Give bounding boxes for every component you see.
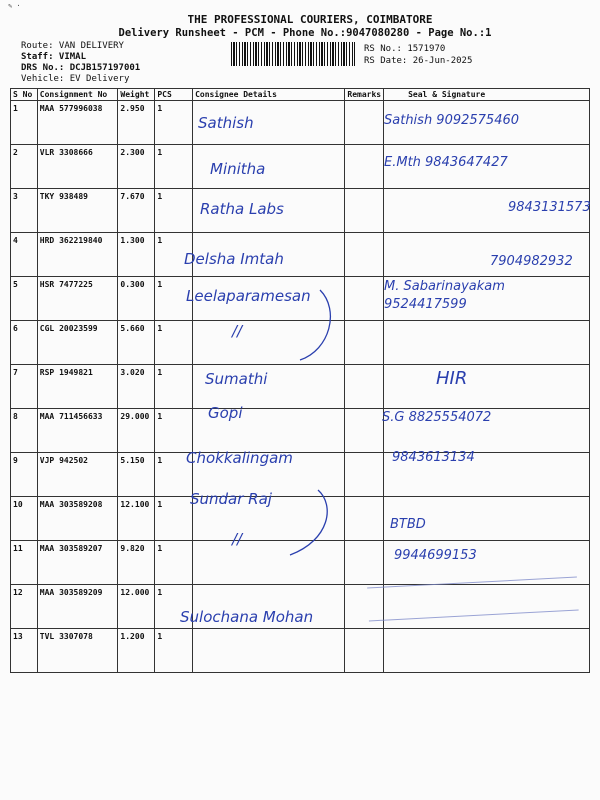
consignee-cell bbox=[193, 629, 345, 673]
consignment-no: MAA 711456633 bbox=[37, 409, 118, 453]
pcs: 1 bbox=[155, 453, 193, 497]
sno: 5 bbox=[11, 277, 38, 321]
signature-cell bbox=[384, 365, 590, 409]
handwritten-consignee: // bbox=[232, 322, 243, 340]
company-title: THE PROFESSIONAL COURIERS, COIMBATORE bbox=[187, 13, 433, 26]
pcs: 1 bbox=[155, 629, 193, 673]
ditto-bracket-scribble bbox=[260, 270, 340, 600]
weight: 3.020 bbox=[118, 365, 155, 409]
signature-cell bbox=[384, 321, 590, 365]
signature-cell bbox=[384, 629, 590, 673]
sno: 4 bbox=[11, 233, 38, 277]
barcode-image bbox=[231, 42, 355, 66]
handwritten-consignee: Chokkalingam bbox=[186, 449, 293, 467]
weight: 9.820 bbox=[118, 541, 155, 585]
pcs: 1 bbox=[155, 233, 193, 277]
handwritten-consignee: Sulochana Mohan bbox=[180, 608, 314, 626]
remarks-cell bbox=[345, 189, 384, 233]
sno: 9 bbox=[11, 453, 38, 497]
handwritten-consignee: Sundar Raj bbox=[190, 490, 272, 508]
remarks-cell bbox=[345, 365, 384, 409]
col-sno: S No bbox=[11, 89, 38, 101]
pcs: 1 bbox=[155, 277, 193, 321]
consignment-no: VJP 942502 bbox=[37, 453, 118, 497]
rs-date: RS Date: 26-Jun-2025 bbox=[364, 56, 473, 66]
pcs: 1 bbox=[155, 101, 193, 145]
route-field: Route: VAN DELIVERY bbox=[21, 41, 124, 51]
remarks-cell bbox=[345, 145, 384, 189]
consignment-no: VLR 3308666 bbox=[37, 145, 118, 189]
pcs: 1 bbox=[155, 145, 193, 189]
handwritten-signature: 9843613134 bbox=[392, 450, 475, 465]
col-weight: Weight bbox=[118, 89, 155, 101]
table-header-row bbox=[11, 89, 590, 101]
col-remarks: Remarks bbox=[345, 89, 384, 101]
consignment-no: RSP 1949821 bbox=[37, 365, 118, 409]
sno: 11 bbox=[11, 541, 38, 585]
remarks-cell bbox=[345, 541, 384, 585]
remarks-cell bbox=[345, 497, 384, 541]
weight: 29.000 bbox=[118, 409, 155, 453]
weight: 1.200 bbox=[118, 629, 155, 673]
remarks-cell bbox=[345, 277, 384, 321]
handwritten-signature: HIR bbox=[436, 368, 468, 389]
weight: 2.300 bbox=[118, 145, 155, 189]
rs-number: RS No.: 1571970 bbox=[364, 44, 446, 54]
weight: 0.300 bbox=[118, 277, 155, 321]
pcs: 1 bbox=[155, 321, 193, 365]
sno: 8 bbox=[11, 409, 38, 453]
weight: 1.300 bbox=[118, 233, 155, 277]
col-signature: Seal & Signature bbox=[384, 89, 590, 101]
pcs: 1 bbox=[155, 189, 193, 233]
vehicle-field: Vehicle: EV Delivery bbox=[21, 74, 130, 84]
consignment-no: MAA 303589207 bbox=[37, 541, 118, 585]
handwritten-consignee: Ratha Labs bbox=[200, 200, 284, 218]
weight: 12.000 bbox=[118, 585, 155, 629]
handwritten-signature: M. Sabarinayakam 9524417599 bbox=[384, 279, 505, 312]
pcs: 1 bbox=[155, 541, 193, 585]
weight: 5.150 bbox=[118, 453, 155, 497]
runsheet-subtitle: Delivery Runsheet - PCM - Phone No.:9047080280 - Page No.:1 bbox=[118, 27, 492, 39]
consignment-no: TKY 938489 bbox=[37, 189, 118, 233]
handwritten-signature: E.Mth 9843647427 bbox=[384, 155, 508, 170]
sno: 3 bbox=[11, 189, 38, 233]
consignment-no: HSR 7477225 bbox=[37, 277, 118, 321]
col-pcs: PCS bbox=[155, 89, 193, 101]
handwritten-consignee: Gopi bbox=[208, 404, 243, 422]
handwritten-consignee: Sathish bbox=[198, 114, 254, 132]
pcs: 1 bbox=[155, 409, 193, 453]
table-row bbox=[11, 189, 590, 233]
remarks-cell bbox=[345, 101, 384, 145]
weight: 5.660 bbox=[118, 321, 155, 365]
handwritten-signature: 9944699153 bbox=[394, 548, 477, 563]
sno: 2 bbox=[11, 145, 38, 189]
consignment-no: MAA 577996038 bbox=[37, 101, 118, 145]
remarks-cell bbox=[345, 409, 384, 453]
table-row bbox=[11, 629, 590, 673]
col-consignee: Consignee Details bbox=[193, 89, 345, 101]
consignment-no: TVL 3307078 bbox=[37, 629, 118, 673]
handwritten-consignee: Minitha bbox=[210, 160, 266, 178]
handwritten-signature: 7904982932 bbox=[490, 254, 573, 269]
weight: 12.100 bbox=[118, 497, 155, 541]
handwritten-consignee: Leelaparamesan bbox=[186, 287, 311, 305]
sno: 13 bbox=[11, 629, 38, 673]
handwritten-signature: BTBD bbox=[390, 517, 426, 532]
remarks-cell bbox=[345, 321, 384, 365]
sno: 7 bbox=[11, 365, 38, 409]
col-consignment: Consignment No bbox=[37, 89, 118, 101]
handwritten-consignee: Delsha Imtah bbox=[184, 250, 284, 268]
consignment-no: MAA 303589209 bbox=[37, 585, 118, 629]
handwritten-signature: Sathish 9092575460 bbox=[384, 113, 520, 128]
remarks-cell bbox=[345, 233, 384, 277]
remarks-cell bbox=[345, 453, 384, 497]
sno: 6 bbox=[11, 321, 38, 365]
page-corner-mark: ✎ · bbox=[8, 2, 21, 10]
staff-field: Staff: VIMAL bbox=[21, 52, 87, 62]
handwritten-signature: S.G 8825554072 bbox=[382, 410, 492, 425]
handwritten-signature: 9843131573 bbox=[508, 200, 591, 215]
weight: 2.950 bbox=[118, 101, 155, 145]
sno: 10 bbox=[11, 497, 38, 541]
remarks-cell bbox=[345, 629, 384, 673]
handwritten-consignee: Sumathi bbox=[205, 370, 268, 388]
pcs: 1 bbox=[155, 365, 193, 409]
pcs: 1 bbox=[155, 497, 193, 541]
consignment-no: HRD 362219840 bbox=[37, 233, 118, 277]
weight: 7.670 bbox=[118, 189, 155, 233]
sno: 1 bbox=[11, 101, 38, 145]
handwritten-consignee: // bbox=[232, 530, 243, 548]
pcs: 1 bbox=[155, 585, 193, 629]
consignment-no: CGL 20023599 bbox=[37, 321, 118, 365]
consignment-no: MAA 303589208 bbox=[37, 497, 118, 541]
drs-field: DRS No.: DCJB157197001 bbox=[21, 63, 141, 73]
sno: 12 bbox=[11, 585, 38, 629]
